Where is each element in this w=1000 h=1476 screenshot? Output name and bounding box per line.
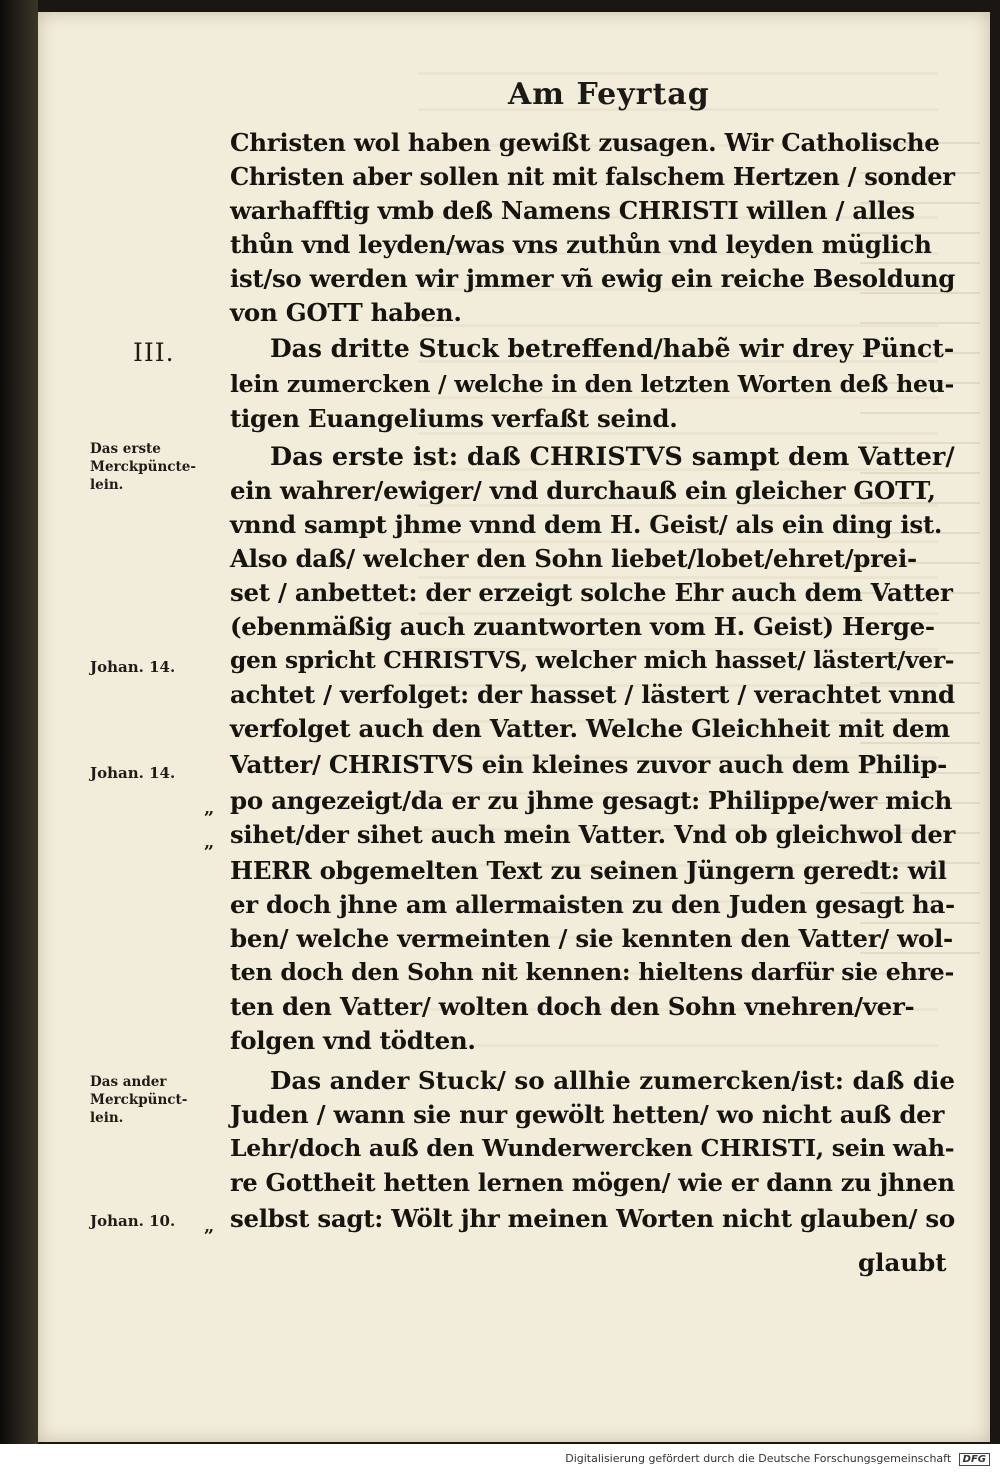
margin-note-second-point (90, 1073, 210, 1127)
margin-note-line: Das erste (90, 441, 161, 457)
margin-note-line: Merckpünct- (90, 1092, 188, 1108)
text-line: von GOTT haben. (230, 298, 462, 327)
text-line: ein wahrer/ewiger/ vnd durchauß ein gleicher GOTT, (230, 476, 936, 505)
margin-note-line: lein. (90, 1110, 124, 1126)
text-line: er doch jhne am allermaisten zu den Juden gesagt ha- (230, 890, 955, 919)
text-line: folgen vnd tödten. (230, 1026, 476, 1055)
text-line: ten den Vatter/ wolten doch den Sohn vnehren/ver- (230, 992, 915, 1021)
text-line: lein zumercken / welche in den letzten Worten deß heu- (230, 370, 955, 398)
quotation-mark: „ (204, 1216, 215, 1237)
dfg-credit-text: Digitalisierung gefördert durch die Deutsche Forschungsgemeinschaft (565, 1452, 952, 1465)
text-line: re Gottheit hetten lernen mögen/ wie er dann zu jhnen (230, 1168, 955, 1197)
margin-note-line: lein. (90, 477, 124, 493)
margin-note-line: Das ander (90, 1074, 167, 1090)
text-line: verfolget auch den Vatter. Welche Gleichheit mit dem (230, 714, 950, 743)
text-line: Das erste ist: daß CHRISTVS sampt dem Vatter/ (270, 442, 955, 472)
text-line: gen spricht CHRISTVS, welcher mich hasset/ lästert/ver- (230, 646, 955, 674)
text-line: achtet / verfolget: der hasset / lästert / verachtet vnnd (230, 680, 955, 709)
catchword: glaubt (858, 1248, 947, 1277)
text-line: Christen wol haben gewißt zusagen. Wir Catholische (230, 128, 940, 157)
text-line: Vatter/ CHRISTVS ein kleines zuvor auch dem Philip- (230, 750, 948, 779)
book-edge (0, 0, 38, 1444)
text-line: Christen aber sollen nit mit falschem Hertzen / sonder (230, 162, 955, 191)
text-line: thůn vnd leyden/was vns zuthůn vnd leyden müglich (230, 230, 932, 259)
text-line: (ebenmäßig auch zuantworten vom H. Geist) Herge- (230, 612, 935, 641)
text-line: Das ander Stuck/ so allhie zumercken/ist: daß die (270, 1066, 956, 1095)
text-line: selbst sagt: Wölt jhr meinen Worten nicht glauben/ so (230, 1204, 955, 1233)
text-line: Juden / wann sie nur gewölt hetten/ wo nicht auß der (230, 1100, 945, 1129)
margin-ref-johan-10: Johan. 10. (90, 1212, 176, 1230)
text-line: Das dritte Stuck betreffend/habẽ wir drey Pünct- (270, 334, 955, 363)
text-line: tigen Euangeliums verfaßt seind. (230, 404, 678, 433)
dfg-credit (565, 1452, 990, 1466)
text-line: HERR obgemelten Text zu seinen Jüngern geredt: wil (230, 856, 947, 885)
quotation-mark: „ (204, 798, 215, 819)
text-line: ist/so werden wir jmmer vñ ewig ein reiche Besoldung (230, 264, 956, 293)
text-line: set / anbettet: der erzeigt solche Ehr auch dem Vatter (230, 578, 953, 607)
text-line: Lehr/doch auß den Wunderwercken CHRISTI, sein wah- (230, 1134, 955, 1162)
margin-note-line: Merckpüncte- (90, 459, 196, 475)
margin-ref-johan-14-b: Johan. 14. (90, 764, 176, 782)
text-line: ten doch den Sohn nit kennen: hieltens darfür sie ehre- (230, 958, 955, 986)
text-line: vnnd sampt jhme vnnd dem H. Geist/ als ein ding ist. (230, 510, 943, 539)
text-line: ben/ welche vermeinten / sie kennten den Vatter/ wol- (230, 924, 953, 953)
section-numeral: III. (133, 338, 175, 367)
text-line: sihet/der sihet auch mein Vatter. Vnd ob gleichwol der (230, 820, 955, 849)
text-line: warhafftig vmb deß Namens CHRISTI willen / alles (230, 196, 915, 225)
margin-ref-johan-14-a: Johan. 14. (90, 658, 176, 676)
running-head: Am Feyrtag (508, 77, 710, 112)
dfg-logo: DFG (959, 1453, 990, 1466)
quotation-mark: „ (204, 832, 215, 853)
margin-note-first-point (90, 440, 210, 494)
text-line: po angezeigt/da er zu jhme gesagt: Philippe/wer mich (230, 786, 952, 815)
text-line: Also daß/ welcher den Sohn liebet/lobet/ehret/prei- (230, 544, 917, 573)
